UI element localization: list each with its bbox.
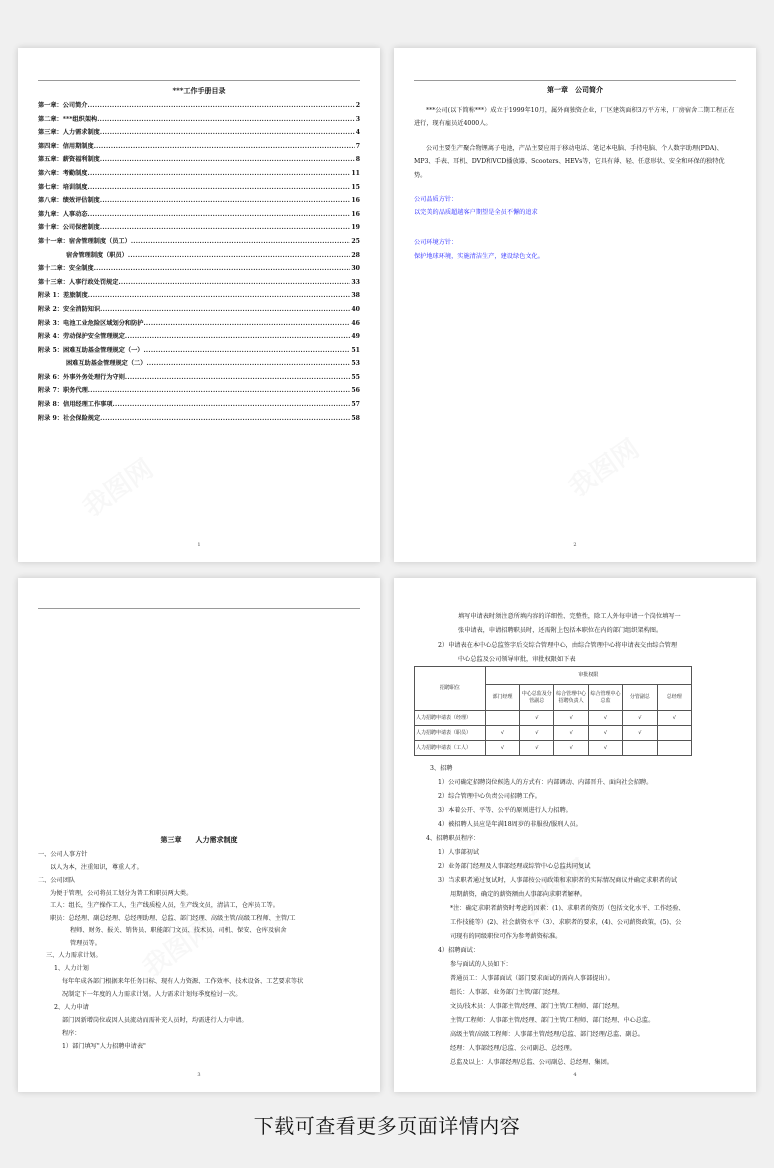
body-line: 管理员等。 (70, 940, 101, 947)
approval-mark: √ (588, 741, 622, 756)
toc-entry-page: 49 (351, 333, 360, 341)
toc-entry-page: 11 (351, 169, 360, 177)
page-number: 1 (197, 542, 201, 548)
body-line: 1）公司确定招聘岗位候选人的方式有：内部调动、内部晋升、面向社会招聘。 (438, 779, 653, 786)
toc-entry-label: 附录 4：劳动保护安全管理规定 (38, 333, 125, 341)
toc-entry-page: 38 (351, 292, 360, 300)
toc-entry[interactable] (38, 399, 360, 413)
approval-mark (485, 711, 519, 726)
toc-entry[interactable] (38, 345, 360, 359)
body-line: 主管/工程师：人事部主管/经理、部门主管/工程师、部门经理、中心总监。 (450, 1017, 655, 1024)
toc-entry[interactable] (38, 222, 360, 236)
chapter-title: 第三章 人力需求制度 (160, 835, 238, 844)
header-rule (414, 80, 736, 81)
toc-leader-dots (128, 252, 351, 259)
toc-entry-label: 第十二章：安全制度 (38, 265, 94, 273)
approval-mark: √ (588, 711, 622, 726)
sub-header-cell: 中心总监及分管副总 (520, 685, 554, 711)
toc-entry[interactable] (38, 154, 360, 168)
body-line: 2）业务部门经理及人事部经理或综管中心总监共同复试 (438, 863, 591, 870)
body-line: 4）被招聘人员应是年满18周岁的非服役/服刑人员。 (438, 821, 582, 828)
approval-mark: √ (588, 726, 622, 741)
toc-entry[interactable] (38, 413, 360, 427)
intro-line: 中心总监及公司领导审批，审批权限如下表 (458, 656, 576, 663)
toc-entry[interactable] (38, 277, 360, 291)
toc-entry-label: 附录 9：社会保险规定 (38, 414, 101, 422)
toc-entry-page: 16 (351, 210, 360, 218)
toc-entry-page: 58 (351, 414, 360, 422)
toc-entry-label: 第四章：信用期制度 (38, 142, 94, 150)
header-position: 招聘职位 (415, 667, 486, 711)
approval-mark: √ (520, 741, 554, 756)
download-caption: 下载可查看更多页面详情内容 (253, 1114, 521, 1138)
sub-header-cell: 总经理 (657, 685, 691, 711)
toc-entry[interactable] (38, 114, 360, 128)
body-line: 三、人力需求计划。 (46, 952, 102, 959)
toc-entry-label: 第三章：人力需求制度 (38, 129, 100, 137)
toc-entry[interactable] (38, 141, 360, 155)
toc-leader-dots (100, 197, 351, 204)
quality-policy-label: 公司品质方针： (414, 196, 458, 203)
toc-entry[interactable] (38, 331, 360, 345)
toc-entry-page: 16 (351, 197, 360, 205)
toc-entry-page: 2 (355, 102, 360, 109)
toc-entry[interactable] (38, 182, 360, 196)
toc-entry-label: 第九章：人事动态 (38, 210, 88, 218)
body-line: 部门因新增岗位或因人员流动而需补充人员时，均需进行人力申请。 (62, 1017, 248, 1024)
toc-entry-page: 40 (351, 305, 360, 313)
approval-mark: √ (554, 711, 588, 726)
approval-mark (623, 741, 657, 756)
body-line: 以人为本，注重知识，尊重人才。 (50, 864, 143, 871)
body-line: 3）本着公开、平等、公平的原则进行人力招聘。 (438, 807, 572, 814)
toc-leader-dots (113, 401, 351, 408)
page-2-company-profile (394, 48, 756, 562)
toc-entry-label: 第十一章：宿舍管理制度（员工） (38, 237, 131, 245)
toc-entry-page: 15 (351, 183, 360, 191)
approval-mark: √ (623, 726, 657, 741)
toc-leader-dots (88, 184, 351, 191)
approval-mark: √ (657, 711, 691, 726)
table-row (415, 741, 692, 756)
body-line: 2、人力申请 (54, 1004, 89, 1011)
toc-entry-label: 附录 2：安全消防知识 (38, 305, 101, 313)
body-line: *注：确定求职者薪资时考虑的因素：(1)、求职者的资历（包括文化水平、工作经验、 (450, 905, 685, 912)
page-number: 4 (573, 1072, 577, 1078)
toc-entry[interactable] (38, 250, 360, 264)
approval-mark: √ (485, 726, 519, 741)
intro-paragraph-1: ***公司(以下简称***）成立于1999年10月，属外商独资企业，厂区建筑面积3万平方米，厂房宿舍二期工程正在进行，现有雇员近4000人。 (414, 107, 735, 128)
body-line: 组长：人事部、业务部门主管/部门经理。 (450, 989, 564, 996)
sub-header-cell: 综合管理中心总监 (588, 685, 622, 711)
toc-leader-dots (100, 156, 355, 163)
body-line: 2）综合管理中心负责公司招聘工作。 (438, 793, 541, 800)
body-line: 程师、财务、报关、销售员、职能部门文员、技术员、司机、保安、仓库及宿舍 (70, 927, 287, 934)
body-line: 3）当求职者通过复试时，人事部按公司政策和求职者的实际情况商议并确定求职者的试 (438, 877, 678, 884)
table-row (415, 711, 692, 726)
toc-entry[interactable] (38, 304, 360, 318)
toc-entry[interactable] (38, 372, 360, 386)
sub-header-cell: 部门经理 (485, 685, 519, 711)
toc-leader-dots (100, 224, 351, 231)
toc-entry[interactable] (38, 168, 360, 182)
body-line: 文员/技术员：人事部主管/经理、部门主管/工程师、部门经理。 (450, 1003, 624, 1010)
toc-entry-label: 第十三章：人事行政处罚规定 (38, 278, 119, 286)
toc-entry-page: 46 (351, 319, 360, 327)
page-number: 2 (573, 542, 577, 548)
intro-line: 填写申请表时须注意所填内容的详细性、完整性，除工人外每申请一个岗位填写一 (458, 613, 681, 620)
toc-entry-page: 3 (355, 115, 360, 123)
body-line: 3、招聘 (430, 765, 453, 772)
approval-mark: √ (554, 741, 588, 756)
toc-entry-label: 第八章：绩效评估制度 (38, 197, 100, 205)
toc-leader-dots (125, 374, 350, 381)
toc-entry-page: 51 (351, 346, 360, 354)
toc-entry[interactable] (38, 100, 360, 114)
body-line: 普通员工：人事部面试（部门要求面试的需向人事部提出）。 (450, 975, 614, 982)
approval-mark: √ (485, 741, 519, 756)
toc-entry-label: 第二章：***组织架构 (38, 115, 98, 123)
header-authority: 审批权限 (485, 667, 691, 685)
body-line: 职员：总经理、副总经理、总经理助理、总监、部门经理、高级主管/高级工程师、主管/工 (50, 915, 296, 922)
table-body (415, 711, 692, 756)
toc-entry[interactable] (38, 195, 360, 209)
row-position-name: 人力招聘申请表（经理） (415, 711, 486, 726)
toc-entry-label: 困难互助基金管理规定（二） (66, 360, 147, 368)
toc-leader-dots (100, 415, 350, 422)
toc-leader-dots (88, 387, 351, 394)
row-position-name: 人力招聘申请表（职员） (415, 726, 486, 741)
table-row (415, 726, 692, 741)
toc-entry-label: 附录 1：差旅制度 (38, 292, 88, 300)
approval-mark: √ (520, 711, 554, 726)
header-rule (38, 608, 360, 609)
intro-line: 张申请表，申请招聘职员时，还需附上包括本职位在内的部门组织架构图。 (458, 627, 663, 634)
environment-policy-text: 保护地球环境，实施清洁生产，建设绿色文化。 (414, 253, 544, 260)
toc-leader-dots (88, 170, 351, 177)
toc-entry-label: 第五章：薪资福利制度 (38, 156, 100, 164)
toc-entry-label: 附录 7：职务代理 (38, 387, 88, 395)
toc-entry-label: 第十章：公司保密制度 (38, 224, 100, 232)
toc-entry-label: 附录 8：信用经理工作事项 (38, 401, 113, 409)
chapter-title: 第一章 公司简介 (547, 85, 603, 94)
toc-leader-dots (100, 306, 350, 313)
body-line: 司现有的同级职位可作为参考薪资标准。 (450, 933, 562, 940)
approval-mark: √ (520, 726, 554, 741)
toc-entry[interactable] (38, 263, 360, 277)
toc-entry-label: 第一章：公司简介 (38, 102, 88, 109)
environment-policy-label: 公司环境方针： (414, 239, 458, 246)
toc-leader-dots (88, 292, 351, 299)
toc-leader-dots (146, 360, 350, 367)
toc-leader-dots (88, 211, 351, 218)
approval-mark: √ (623, 711, 657, 726)
toc-entry-page: 7 (355, 142, 360, 150)
header-rule (38, 80, 360, 81)
body-line: 1）人事部初试 (438, 849, 480, 856)
body-line: 况制定下一年度的人力需求计划。人力需求计划每季度检讨一次。 (62, 991, 242, 998)
toc-entry[interactable] (38, 290, 360, 304)
body-line: 高级主管/高级工程师：人事部主管/经理/总监、部门经理/总监、副总。 (450, 1031, 644, 1038)
toc-entry-label: 宿舍管理制度（职员） (66, 251, 128, 259)
body-line: 用期薪资，确定的薪资额由人事部向求职者解释。 (450, 891, 587, 898)
body-line: 二、公司团队 (38, 877, 76, 884)
toc-entry[interactable] (38, 318, 360, 332)
toc-entry-label: 附录 6：外事外务处理行为守则 (38, 373, 125, 381)
page-number: 3 (197, 1072, 201, 1078)
toc-leader-dots (125, 333, 350, 340)
toc-leader-dots (97, 116, 354, 123)
body-line: 1、人力计划 (54, 965, 89, 972)
body-line: 为便于管理，公司将员工划分为普工和职员两大类。 (50, 890, 193, 897)
body-line: 工人：组长，生产操作工人，生产线质检人员，生产线文员，清洁工，仓库员工等。 (50, 902, 279, 909)
toc-leader-dots (94, 265, 351, 272)
body-line: 4）招聘面试： (438, 947, 480, 954)
toc-list (38, 100, 360, 426)
toc-entry-page: 19 (351, 224, 360, 232)
toc-entry-page: 25 (351, 237, 360, 245)
sub-header-cell: 分管副总 (623, 685, 657, 711)
approval-mark: √ (554, 726, 588, 741)
toc-entry-page: 8 (355, 156, 360, 164)
page-1-toc (18, 48, 380, 562)
toc-entry-label: 附录 5：困难互助基金管理规定（一） (38, 346, 144, 354)
toc-entry-page: 56 (351, 387, 360, 395)
body-line: 参与面试的人员如下： (450, 961, 512, 968)
approval-authority-table (414, 666, 692, 756)
approval-mark (657, 741, 691, 756)
toc-entry[interactable] (38, 127, 360, 141)
toc-leader-dots (100, 129, 355, 136)
body-line: 一、公司人事方针 (38, 851, 88, 858)
toc-entry-label: 第六章：考勤制度 (38, 169, 88, 177)
toc-entry-page: 4 (355, 129, 360, 137)
approval-mark (657, 726, 691, 741)
toc-entry-page: 30 (351, 265, 360, 273)
toc-entry[interactable] (38, 209, 360, 223)
quality-policy-text: 以完美的品质超越客户期望是全员不懈的追求 (414, 209, 538, 216)
watermark (74, 449, 159, 524)
intro-paragraph-2: 公司主要生产聚合物锂离子电池，产品主要应用于移动电话、笔记本电脑、手持电脑、个人数字助理(PDA)、MP3、手表、耳机、DVD和VCD播放器、Scooters、HEVs等，它具有薄、轻、任意形状、安全和环保的独特优势。 (414, 145, 725, 179)
body-line: 经理：人事部经理/总监、公司副总、总经理。 (450, 1045, 576, 1052)
toc-leader-dots (118, 279, 350, 286)
toc-leader-dots (88, 102, 355, 109)
toc-entry[interactable] (38, 236, 360, 250)
toc-entry-page: 53 (351, 360, 360, 368)
toc-entry-page: 55 (351, 373, 360, 381)
toc-entry-page: 57 (351, 401, 360, 409)
toc-leader-dots (143, 347, 350, 354)
watermark (560, 429, 645, 504)
page-3-manpower (18, 578, 380, 1092)
row-position-name: 人力招聘申请表（工人） (415, 741, 486, 756)
sub-header-cell: 综合管理中心招聘负责人 (554, 685, 588, 711)
toc-entry-page: 28 (351, 251, 360, 259)
toc-entry[interactable] (38, 385, 360, 399)
toc-leader-dots (94, 143, 355, 150)
toc-entry[interactable] (38, 358, 360, 372)
body-line: 4、招聘职员程序： (426, 835, 480, 842)
toc-entry-page: 33 (351, 278, 360, 286)
intro-line: 2）申请表在本中心总监签字后交综合管理中心，由综合管理中心将申请表交由综合管理 (438, 642, 678, 649)
page-4-recruiting (394, 578, 756, 1092)
toc-entry-label: 附录 3：电池工业危险区域划分和防护 (38, 319, 144, 327)
body-line: 总监及以上：人事部经理/总监、公司副总、总经理、集团。 (450, 1059, 613, 1066)
toc-leader-dots (143, 320, 350, 327)
toc-title: ***工作手册目录 (172, 86, 226, 95)
toc-entry-label: 第七章：培训制度 (38, 183, 88, 191)
body-line: 每年年成各部门根据来年任务目标、现有人力资源、工作效率、技术设备、工艺要求等状 (62, 978, 304, 985)
body-line: 工作技能等）(2)、社会薪资水平（3）、求职者的要求，(4)、公司薪资政策，(5)、公 (450, 919, 682, 926)
toc-leader-dots (131, 238, 351, 245)
body-line: 程序： (62, 1030, 81, 1037)
body-line: 1）部门填写"人力招聘申请表" (62, 1043, 146, 1050)
